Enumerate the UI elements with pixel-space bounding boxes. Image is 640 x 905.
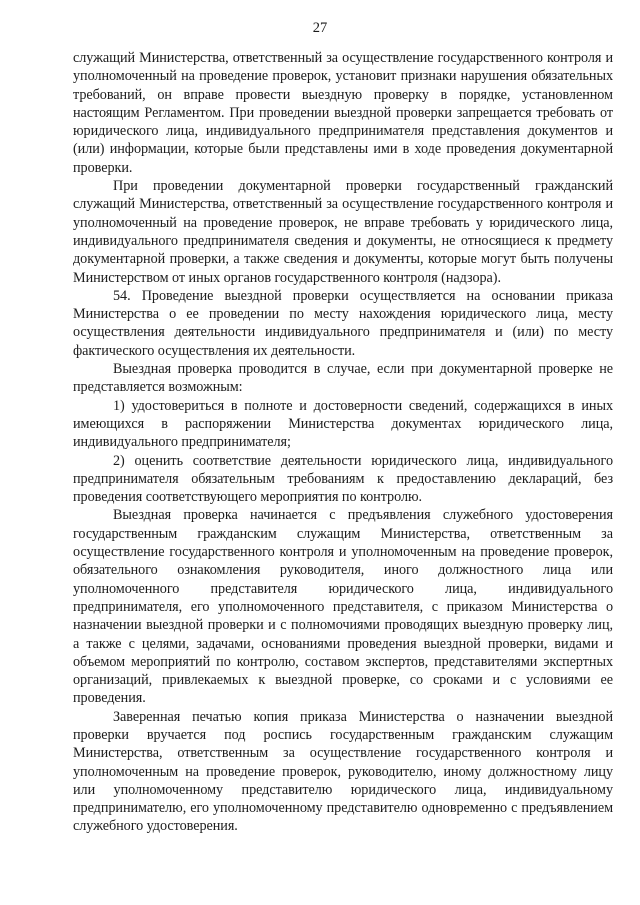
paragraph-item-54: 54. Проведение выездной проверки осуществляется на основании приказа Министерства о ее проведении по месту нахождения юридического лица, месту осуществления деятельности индивидуального предпринимателя и (или) по месту фактического осуществления их деятельности. [73,287,613,359]
paragraph-continuation: служащий Министерства, ответственный за осуществление государственного контроля и уполномоченный на проведение проверок, установит признаки нарушения обязательных требований, он вправе провести выездную проверку в порядке, установленном настоящим Регламентом. При проведении выездной проверки запрещается требовать от юридического лица, индивидуального предпринимателя представления документов и (или) информации, которые были представлены ими в ходе проведения документарной проверки. [73,50,613,176]
paragraph-onsite-check-start: Выездная проверка начинается с предъявления служебного удостоверения государственным гражданским служащим Министерства, ответственным за осуществление государственного контроля и уполномоченным на проведение проверок, обязательного ознакомления руководителя, иного должностного лица или уполномоченного представителя юридического лица, индивидуального предпринимателя, его уполномоченного представителя, с приказом Министерства о назначении выездной проверки и с полномочиями проводящих выездную проверку лиц, а также с целями, задачами, основаниями проведения выездной проверки, видами и объемом мероприятий по контролю, составом экспертов, представителями экспертных организаций, привлекаемых к выездной проверке, со сроками и с условиями ее проведения. [73,507,613,707]
paragraph-onsite-check-conditions: Выездная проверка проводится в случае, если при документарной проверке не представляется возможным: [73,361,613,396]
paragraph-documentary-check-restrictions: При проведении документарной проверки государственный гражданский служащий Министерства, ответственный за осуществление государственного контроля и уполномоченный на проведение проверок, не вправе требовать у юридического лица, индивидуального предпринимателя сведения и документы, не относящиеся к предмету документарной проверки, а также сведения и документы, которые могут быть получены Министерством от иных органов государственного контроля (надзора). [73,178,613,286]
list-item-1: 1) удостовериться в полноте и достоверности сведений, содержащихся в иных имеющихся в распоряжении Министерства документах юридического лица, индивидуального предпринимателя; [73,397,613,451]
paragraph-order-copy-delivery: Заверенная печатью копия приказа Министерства о назначении выездной проверки вручается под роспись государственным гражданским служащим Министерства, ответственным за осуществление государственного контроля и уполномоченным на проведение проверок, руководителю, иному должностному лицу или уполномоченному представителю юридического лица, индивидуальному предпринимателю, его уполномоченному представителю одновременно с предъявлением служебного удостоверения. [73,708,613,835]
list-item-2: 2) оценить соответствие деятельности юридического лица, индивидуального предпринимателя обязательным требованиям к предоставлению деклараций, без проведения соответствующего мероприятия по контролю. [73,452,613,506]
page-number: 27 [312,20,328,36]
document-body [73,49,613,836]
